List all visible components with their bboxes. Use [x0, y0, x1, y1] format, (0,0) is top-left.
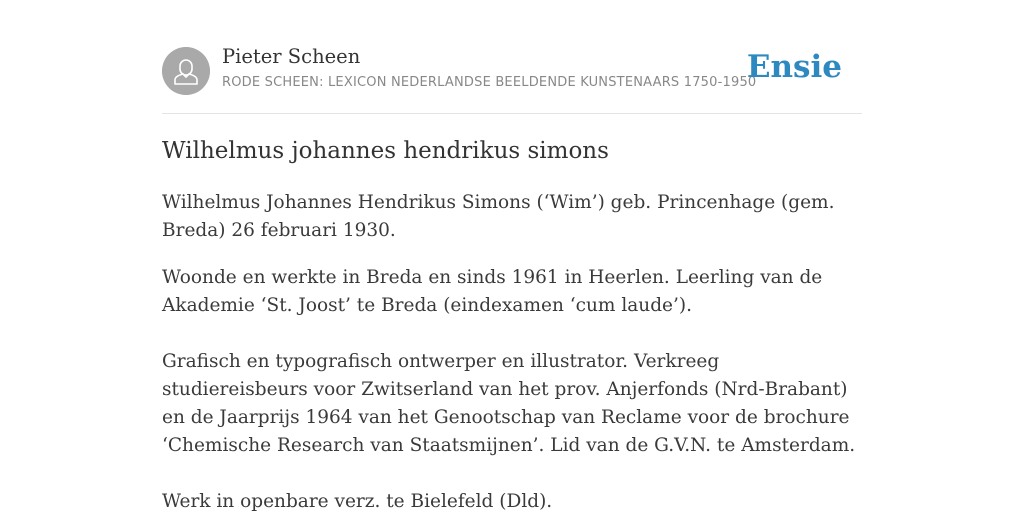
- article-paragraph-education: Woonde en werkte in Breda en sinds 1961 in Heerlen. Leerling van de Akademie ‘St. Joost’ te Breda (eindexamen ‘cum laude’).: [162, 267, 823, 316]
- article-paragraph-birth: Wilhelmus Johannes Hendrikus Simons (‘Wim’) geb. Princenhage (gem. Breda) 26 februari 1930.: [162, 192, 835, 241]
- article-paragraph-collections: Werk in openbare verz. te Bielefeld (Dld).: [162, 491, 553, 512]
- article-body: [162, 189, 862, 516]
- ensie-logo-link[interactable]: Ensie: [746, 49, 842, 85]
- article-header: [162, 0, 862, 114]
- article-paragraph-career: Grafisch en typografisch ontwerper en illustrator. Verkreeg studiereisbeurs voor Zwitserland van het prov. Anjerfonds (Nrd-Brabant) en de Jaarprijs 1964 van het Genootschap van Reclame voor de brochure ‘Chemische Research van Staatsmijnen’. Lid van de G.V.N. te Amsterdam.: [162, 351, 856, 456]
- article-page: [162, 0, 862, 512]
- article-title: Wilhelmus johannes hendrikus simons: [162, 138, 609, 164]
- user-avatar-icon[interactable]: [162, 47, 210, 95]
- author-name-link[interactable]: Pieter Scheen: [222, 45, 361, 68]
- source-lexicon-link[interactable]: RODE SCHEEN: LEXICON NEDERLANDSE BEELDENDE KUNSTENAARS 1750-1950: [222, 75, 757, 90]
